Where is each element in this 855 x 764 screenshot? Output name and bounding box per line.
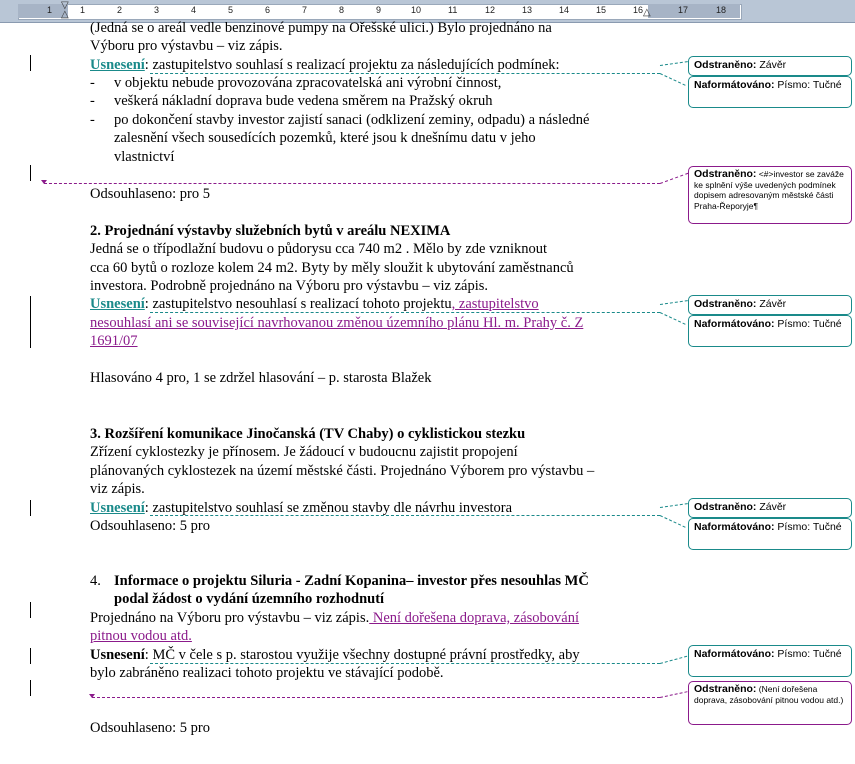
section-heading-cont: podal žádost o vydání územního rozhodnutí bbox=[114, 591, 385, 607]
tracked-insertion: nesouhlasí ani se související navrhovanou změnou územního plánu Hl. m. Prahy č. Z bbox=[90, 315, 584, 331]
balloon-body: Závěr bbox=[756, 298, 787, 310]
bullet-item: veškerá nákladní doprava bude vedena směrem na Pražský okruh bbox=[114, 93, 493, 109]
balloon-body: (Není dořešena doprava, zásobování pitnou vodou atd.) bbox=[694, 684, 844, 705]
comment-balloon-deleted[interactable] bbox=[688, 295, 852, 315]
comment-balloon-formatted[interactable] bbox=[688, 315, 852, 347]
change-bar bbox=[30, 55, 31, 71]
balloon-title: Naformátováno: bbox=[694, 648, 775, 660]
ruler-label: 1 bbox=[47, 5, 53, 15]
section-heading: 2. Projednání výstavby služebních bytů v areálu NEXIMA bbox=[90, 223, 451, 239]
paragraph-line: (Jedná se o areál vedle benzinové pumpy na Ořešské ulici.) Bylo projednáno na bbox=[90, 20, 552, 36]
change-bar bbox=[30, 500, 31, 516]
paragraph-line: cca 60 bytů o rozloze kolem 24 m2. Byty by měly sloužit k ubytování zaměstnanců bbox=[90, 260, 574, 276]
tracked-insertion: Není dořešena doprava, zásobování bbox=[369, 610, 579, 626]
resolution-label: Usnesení bbox=[90, 647, 145, 663]
balloon-title: Odstraněno: bbox=[694, 298, 757, 310]
comment-connector bbox=[150, 73, 660, 74]
balloon-body: Písmo: Tučné bbox=[774, 79, 842, 91]
change-bar bbox=[30, 165, 31, 181]
bullet-item-cont: vlastnictví bbox=[114, 149, 175, 165]
comment-connector bbox=[660, 73, 686, 86]
vote-result: Odsouhlaseno: pro 5 bbox=[90, 186, 211, 202]
balloon-body: Závěr bbox=[756, 501, 787, 513]
tracked-insertion: 1691/07 bbox=[90, 333, 138, 349]
comment-connector bbox=[660, 656, 687, 664]
comment-balloon-formatted[interactable] bbox=[688, 518, 852, 550]
bullet-marker: - bbox=[90, 93, 95, 109]
comment-connector bbox=[44, 183, 660, 184]
bullet-item-cont: zalesnění všech sousedících pozemků, které jsou k dnešnímu datu v jeho bbox=[114, 130, 536, 146]
resolution-line bbox=[90, 56, 560, 74]
comment-connector bbox=[660, 691, 688, 698]
balloon-body: Závěr bbox=[756, 59, 787, 71]
balloon-title: Odstraněno: bbox=[694, 501, 757, 513]
change-bar bbox=[30, 296, 31, 348]
comment-balloon-formatted[interactable] bbox=[688, 645, 852, 677]
comment-balloon-deleted[interactable] bbox=[688, 498, 852, 518]
first-line-indent-marker[interactable]: ▽ bbox=[61, 0, 69, 11]
section-heading: 3. Rozšíření komunikace Jinočanská (TV Chaby) o cyklistickou stezku bbox=[90, 426, 526, 442]
tracked-insertion: , zastupitelstvo bbox=[451, 296, 539, 312]
resolution-text: : zastupitelstvo souhlasí se změnou stavby dle návrhu investora bbox=[144, 500, 513, 516]
section-number: 4. bbox=[90, 573, 101, 589]
comment-connector bbox=[150, 515, 660, 516]
bullet-item: po dokončení stavby investor zajistí sanaci (odklizení zeminy, odpadu) a následné bbox=[114, 112, 590, 128]
paragraph-line: Zřízení cyklostezky je přínosem. Je žádoucí v budoucnu zajistit propojení bbox=[90, 444, 518, 460]
resolution-label: Usnesení bbox=[90, 57, 145, 73]
right-indent-marker[interactable]: △ bbox=[643, 7, 651, 18]
document-page[interactable] bbox=[0, 22, 855, 764]
bullet-item: v objektu nebude provozována zpracovatelská ani výrobní činnost, bbox=[114, 75, 502, 91]
tracked-insertion: pitnou vodou atd. bbox=[90, 628, 192, 644]
ruler-label: 15 bbox=[596, 5, 607, 15]
resolution-line bbox=[90, 295, 539, 313]
ruler-label: 18 bbox=[716, 5, 727, 15]
comment-balloon-deleted[interactable] bbox=[688, 166, 852, 224]
comment-connector bbox=[660, 515, 686, 528]
ruler-label: 1 bbox=[80, 5, 86, 15]
comment-connector bbox=[92, 697, 660, 698]
comment-connector bbox=[660, 61, 688, 66]
ruler-label: 11 bbox=[448, 5, 458, 15]
vote-result: Hlasováno 4 pro, 1 se zdržel hlasování – p. starosta Blažek bbox=[90, 370, 432, 386]
change-bar bbox=[30, 602, 31, 618]
balloon-title: Odstraněno: bbox=[694, 683, 757, 695]
ruler-label: 9 bbox=[376, 5, 382, 15]
balloon-body: Písmo: Tučné bbox=[774, 521, 842, 533]
balloon-body: Písmo: Tučné bbox=[774, 648, 842, 660]
paragraph-line bbox=[90, 609, 579, 627]
comment-connector bbox=[660, 503, 688, 508]
deletion-anchor-icon bbox=[89, 694, 95, 698]
ruler-label: 6 bbox=[265, 5, 271, 15]
balloon-title: Odstraněno: bbox=[694, 59, 757, 71]
bullet-marker: - bbox=[90, 112, 95, 128]
comment-connector bbox=[150, 663, 660, 664]
ruler-label: 3 bbox=[154, 5, 160, 15]
ruler-label: 14 bbox=[559, 5, 570, 15]
balloon-body: Písmo: Tučné bbox=[774, 318, 842, 330]
deletion-anchor-icon bbox=[41, 180, 47, 184]
resolution-text: : MČ v čele s p. starostou využije všechny dostupné právní prostředky, aby bbox=[144, 647, 580, 663]
paragraph-line: bylo zabráněno realizaci tohoto projektu ve stávající podobě. bbox=[90, 665, 444, 681]
comment-balloon-deleted[interactable] bbox=[688, 56, 852, 76]
section-heading: Informace o projektu Siluria - Zadní Kopanina– investor přes nesouhlas MČ bbox=[114, 573, 589, 589]
ruler-label: 13 bbox=[522, 5, 533, 15]
ruler-label: 10 bbox=[411, 5, 422, 15]
ruler-label: 8 bbox=[339, 5, 345, 15]
resolution-label: Usnesení bbox=[90, 296, 145, 312]
paragraph-line: Výboru pro výstavbu – viz zápis. bbox=[90, 38, 283, 54]
resolution-text: : zastupitelstvo souhlasí s realizací projektu za následujících podmínek: bbox=[144, 57, 560, 73]
paragraph-line: viz zápis. bbox=[90, 481, 145, 497]
resolution-label: Usnesení bbox=[90, 500, 145, 516]
comment-connector bbox=[660, 173, 689, 184]
ruler-label: 16 bbox=[633, 5, 644, 15]
paragraph-line: plánovaných cyklostezek na území městské části. Projednáno Výborem pro výstavbu – bbox=[90, 463, 595, 479]
balloon-title: Naformátováno: bbox=[694, 521, 775, 533]
change-bar bbox=[30, 680, 31, 696]
change-bar bbox=[30, 648, 31, 664]
comment-connector bbox=[660, 312, 686, 325]
resolution-text: : zastupitelstvo nesouhlasí s realizací tohoto projektu bbox=[144, 296, 452, 312]
paragraph-text: Projednáno na Výboru pro výstavbu – viz zápis. bbox=[90, 610, 370, 626]
balloon-title: Naformátováno: bbox=[694, 318, 775, 330]
ruler-label: 5 bbox=[228, 5, 234, 15]
ruler-label: 17 bbox=[678, 5, 689, 15]
ruler-right-margin bbox=[648, 4, 740, 18]
comment-balloon-formatted[interactable] bbox=[688, 76, 852, 108]
bullet-marker: - bbox=[90, 75, 95, 91]
resolution-line bbox=[90, 646, 580, 664]
balloon-body: <#>investor se zaváže ke splnění výše uvedených podmínek dopisem adresovaným městské části Praha-Řeporyje¶ bbox=[694, 169, 844, 211]
balloon-title: Naformátováno: bbox=[694, 79, 775, 91]
comment-connector bbox=[150, 312, 660, 313]
hanging-indent-marker[interactable]: △ bbox=[61, 9, 69, 20]
ruler-label: 4 bbox=[191, 5, 197, 15]
ruler-label: 7 bbox=[302, 5, 308, 15]
comment-connector bbox=[660, 300, 688, 305]
paragraph-line: Jedná se o třípodlažní budovu o půdorysu cca 740 m2 . Mělo by zde vzniknout bbox=[90, 241, 548, 257]
ruler-label: 2 bbox=[117, 5, 123, 15]
vote-result: Odsouhlaseno: 5 pro bbox=[90, 518, 211, 534]
paragraph-line: investora. Podrobně projednáno na Výboru pro výstavbu – viz zápis. bbox=[90, 278, 488, 294]
ruler-label: 12 bbox=[485, 5, 496, 15]
balloon-title: Odstraněno: bbox=[694, 168, 757, 180]
vote-result: Odsouhlaseno: 5 pro bbox=[90, 720, 211, 736]
comment-balloon-deleted[interactable] bbox=[688, 681, 852, 725]
